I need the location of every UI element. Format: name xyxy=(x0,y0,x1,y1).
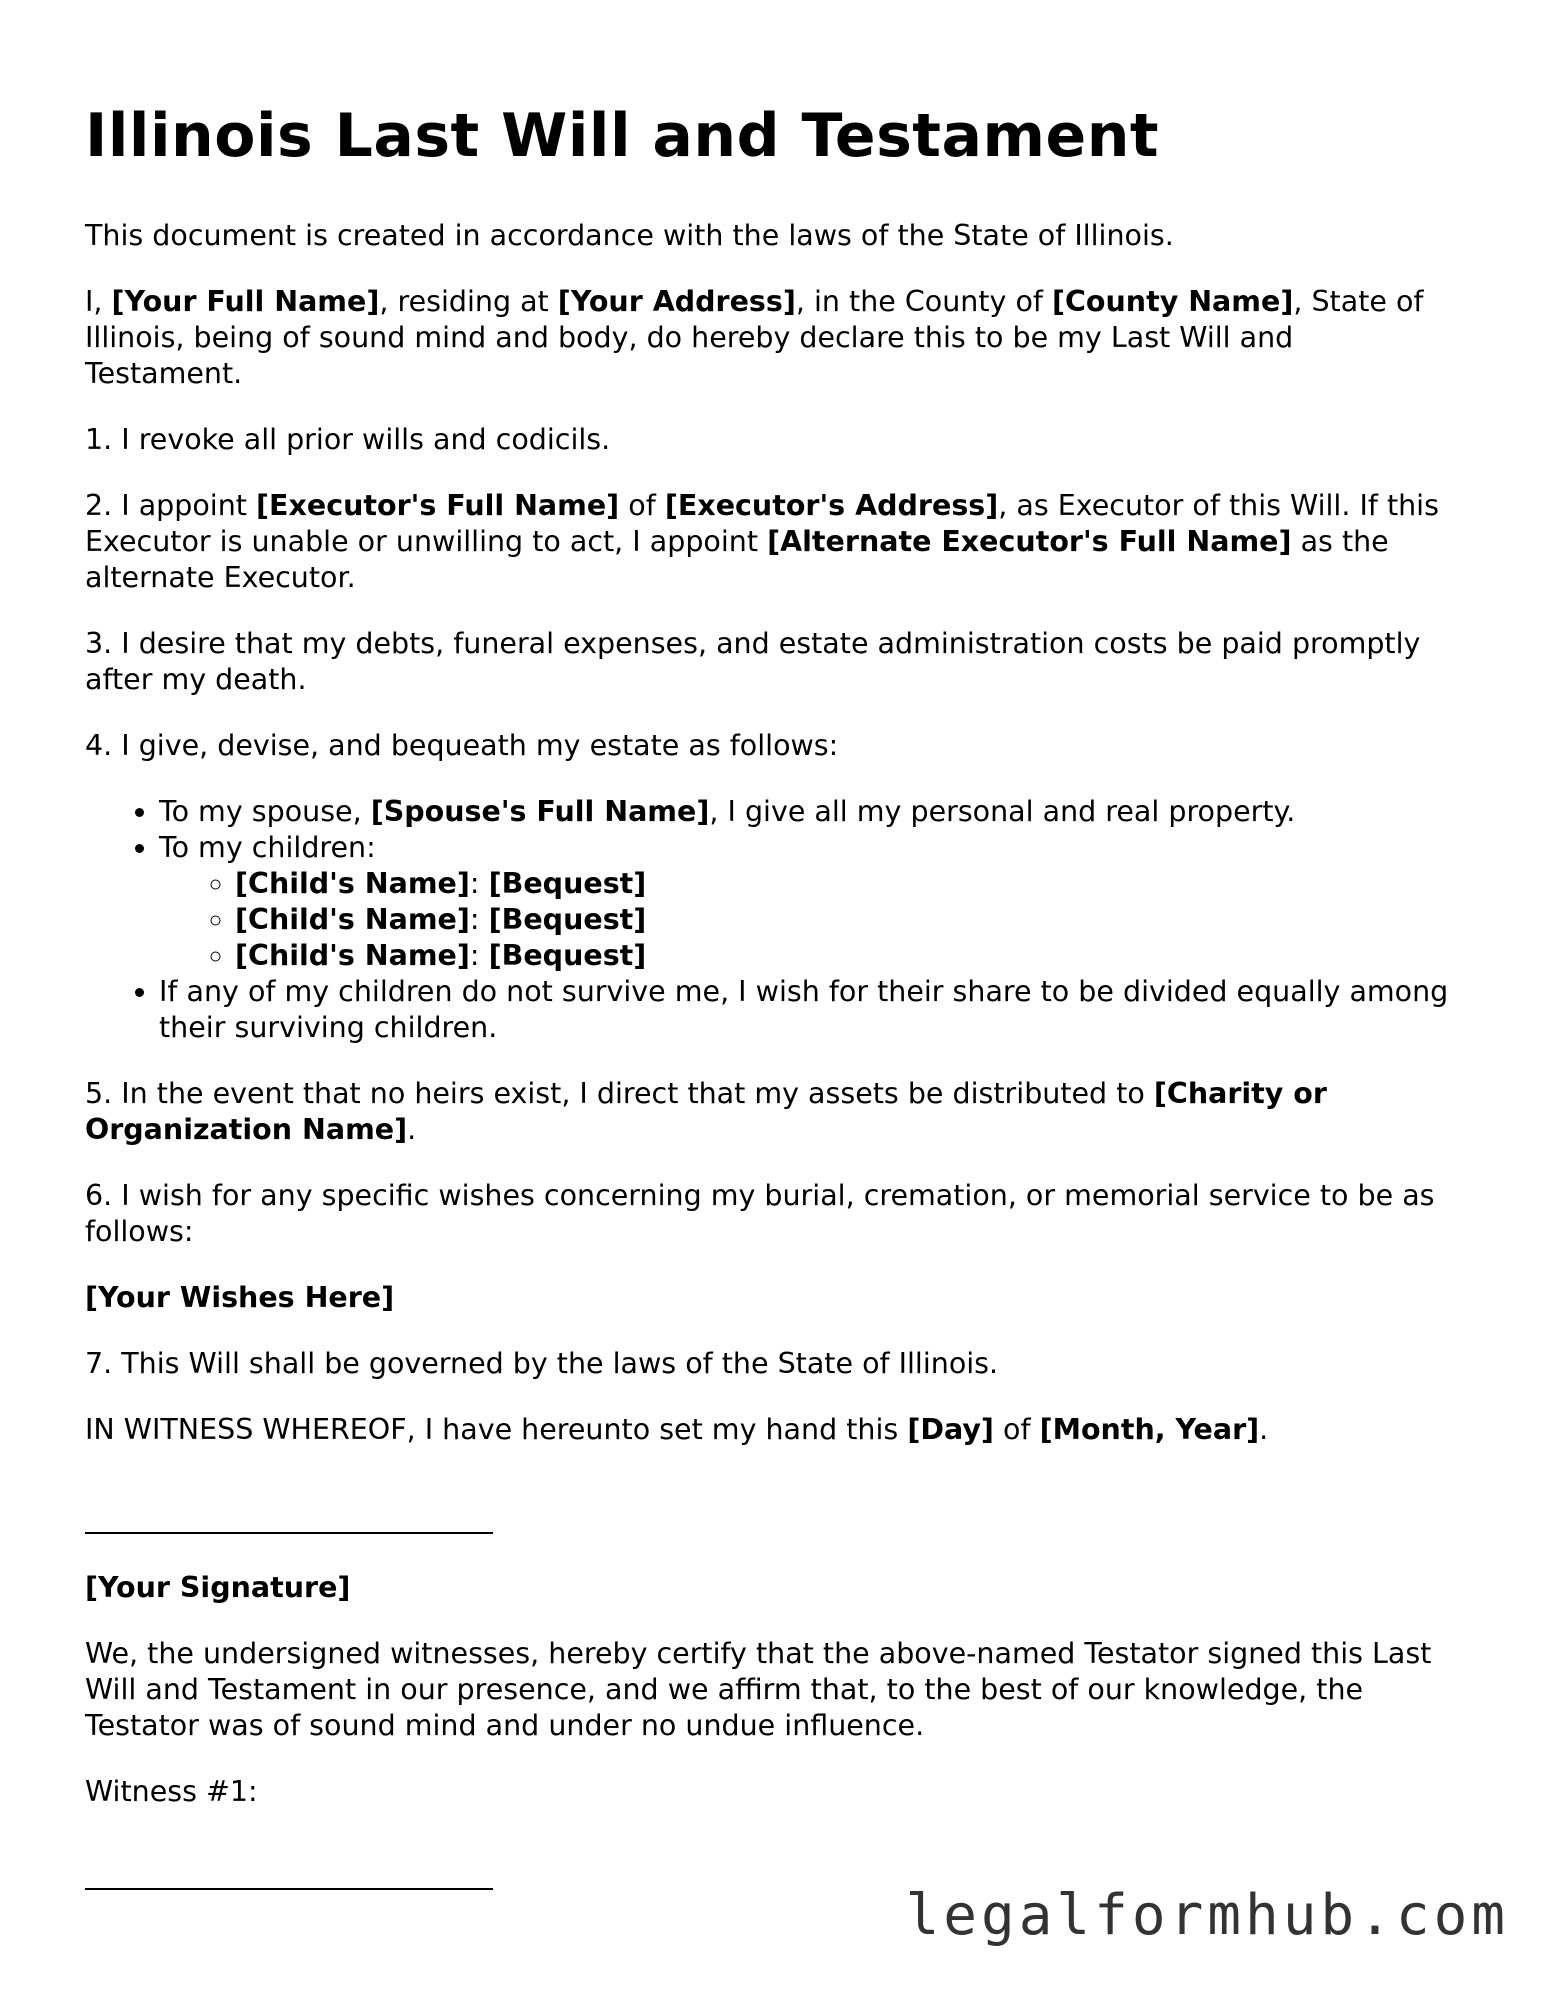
bequest-placeholder: [Bequest] xyxy=(488,867,647,900)
separator: : xyxy=(469,903,489,936)
wishes-placeholder xyxy=(85,1280,1455,1316)
address-placeholder: [Your Address] xyxy=(557,285,796,318)
child-item xyxy=(235,938,1455,974)
bequest-placeholder: [Bequest] xyxy=(488,939,647,972)
signature-placeholder: [Your Signature] xyxy=(85,1571,351,1604)
page-title: Illinois Last Will and Testament xyxy=(85,101,1160,171)
clause-text: . xyxy=(1259,1413,1269,1446)
clause-text: of xyxy=(993,1413,1040,1446)
executor-name-placeholder: [Executor's Full Name] xyxy=(256,489,620,522)
clause-4-intro: 4. I give, devise, and bequeath my estate as follows: xyxy=(85,729,839,762)
clause-text: of xyxy=(619,489,665,522)
spouse-name-placeholder: [Spouse's Full Name] xyxy=(370,795,710,828)
intro-paragraph: This document is created in accordance with the laws of the State of Illinois. xyxy=(85,219,1174,252)
clause-1: 1. I revoke all prior wills and codicils. xyxy=(85,423,611,456)
clause-5 xyxy=(85,1076,1455,1148)
clause-text: 2. I appoint xyxy=(85,489,257,522)
children-list xyxy=(159,866,1455,974)
list-text: To my spouse, xyxy=(159,795,371,828)
clause-6: 6. I wish for any specific wishes concerning my burial, cremation, or memorial service to be as follows: xyxy=(85,1179,1435,1248)
day-placeholder: [Day] xyxy=(907,1413,994,1446)
child-name-placeholder: [Child's Name] xyxy=(235,903,470,936)
county-placeholder: [County Name] xyxy=(1051,285,1294,318)
clause-7: 7. This Will shall be governed by the laws of the State of Illinois. xyxy=(85,1347,999,1380)
watermark-logo: legalformhub.com xyxy=(905,1883,1509,1948)
signature-label xyxy=(85,1570,1455,1606)
separator: : xyxy=(469,939,489,972)
clause-text: 5. In the event that no heirs exist, I direct that my assets be distributed to xyxy=(85,1077,1154,1110)
month-year-placeholder: [Month, Year] xyxy=(1039,1413,1260,1446)
clause-text: IN WITNESS WHEREOF, I have hereunto set my hand this xyxy=(85,1413,908,1446)
full-name-placeholder: [Your Full Name] xyxy=(111,285,380,318)
bequest-placeholder: [Bequest] xyxy=(488,903,647,936)
list-text: , I give all my personal and real property. xyxy=(709,795,1296,828)
witness-1-label: Witness #1: xyxy=(85,1775,258,1808)
signature-rule xyxy=(85,1498,493,1534)
declaration-text: , in the County of xyxy=(795,285,1052,318)
clause-2 xyxy=(85,488,1455,596)
child-name-placeholder: [Child's Name] xyxy=(235,867,470,900)
child-name-placeholder: [Child's Name] xyxy=(235,939,470,972)
bequest-list xyxy=(85,794,1455,1046)
witness-clause xyxy=(85,1412,1455,1448)
clause-text: , as Executor of this Will. If this Executor is unable or unwilling to act, I appoint xyxy=(85,489,1439,558)
alternate-executor-placeholder: [Alternate Executor's Full Name] xyxy=(767,525,1292,558)
attestation-paragraph: We, the undersigned witnesses, hereby certify that the above-named Testator signed this Last Will and Testament in our presence, and we affirm that, to the best of our knowledge, the Testator was of sound mind and under no undue influence. xyxy=(85,1637,1432,1742)
document-page xyxy=(85,100,1455,1890)
declaration-text: I, xyxy=(85,285,112,318)
separator: : xyxy=(469,867,489,900)
declaration-text: , residing at xyxy=(379,285,558,318)
testator-signature-line xyxy=(85,1498,1455,1534)
child-item xyxy=(235,902,1455,938)
list-item-survivorship: • If any of my children do not survive me, I wish for their share to be divided equally among their surviving children. xyxy=(159,974,1455,1046)
charity-placeholder: [Charity or Organization Name] xyxy=(85,1077,1327,1146)
list-item-children xyxy=(159,830,1455,974)
executor-address-placeholder: [Executor's Address] xyxy=(664,489,999,522)
children-label: To my children: xyxy=(159,831,376,864)
signature-rule xyxy=(85,1854,493,1890)
clause-text: as the alternate Executor. xyxy=(85,525,1389,594)
declaration-paragraph xyxy=(85,284,1455,392)
list-item-spouse xyxy=(159,794,1455,830)
declaration-text: , State of Illinois, being of sound mind and body, do hereby declare this to be my Last Will and Testament. xyxy=(85,285,1424,390)
wishes-text: [Your Wishes Here] xyxy=(85,1281,395,1314)
clause-text: . xyxy=(407,1113,417,1146)
clause-3: 3. I desire that my debts, funeral expenses, and estate administration costs be paid promptly after my death. xyxy=(85,627,1421,696)
child-item xyxy=(235,866,1455,902)
